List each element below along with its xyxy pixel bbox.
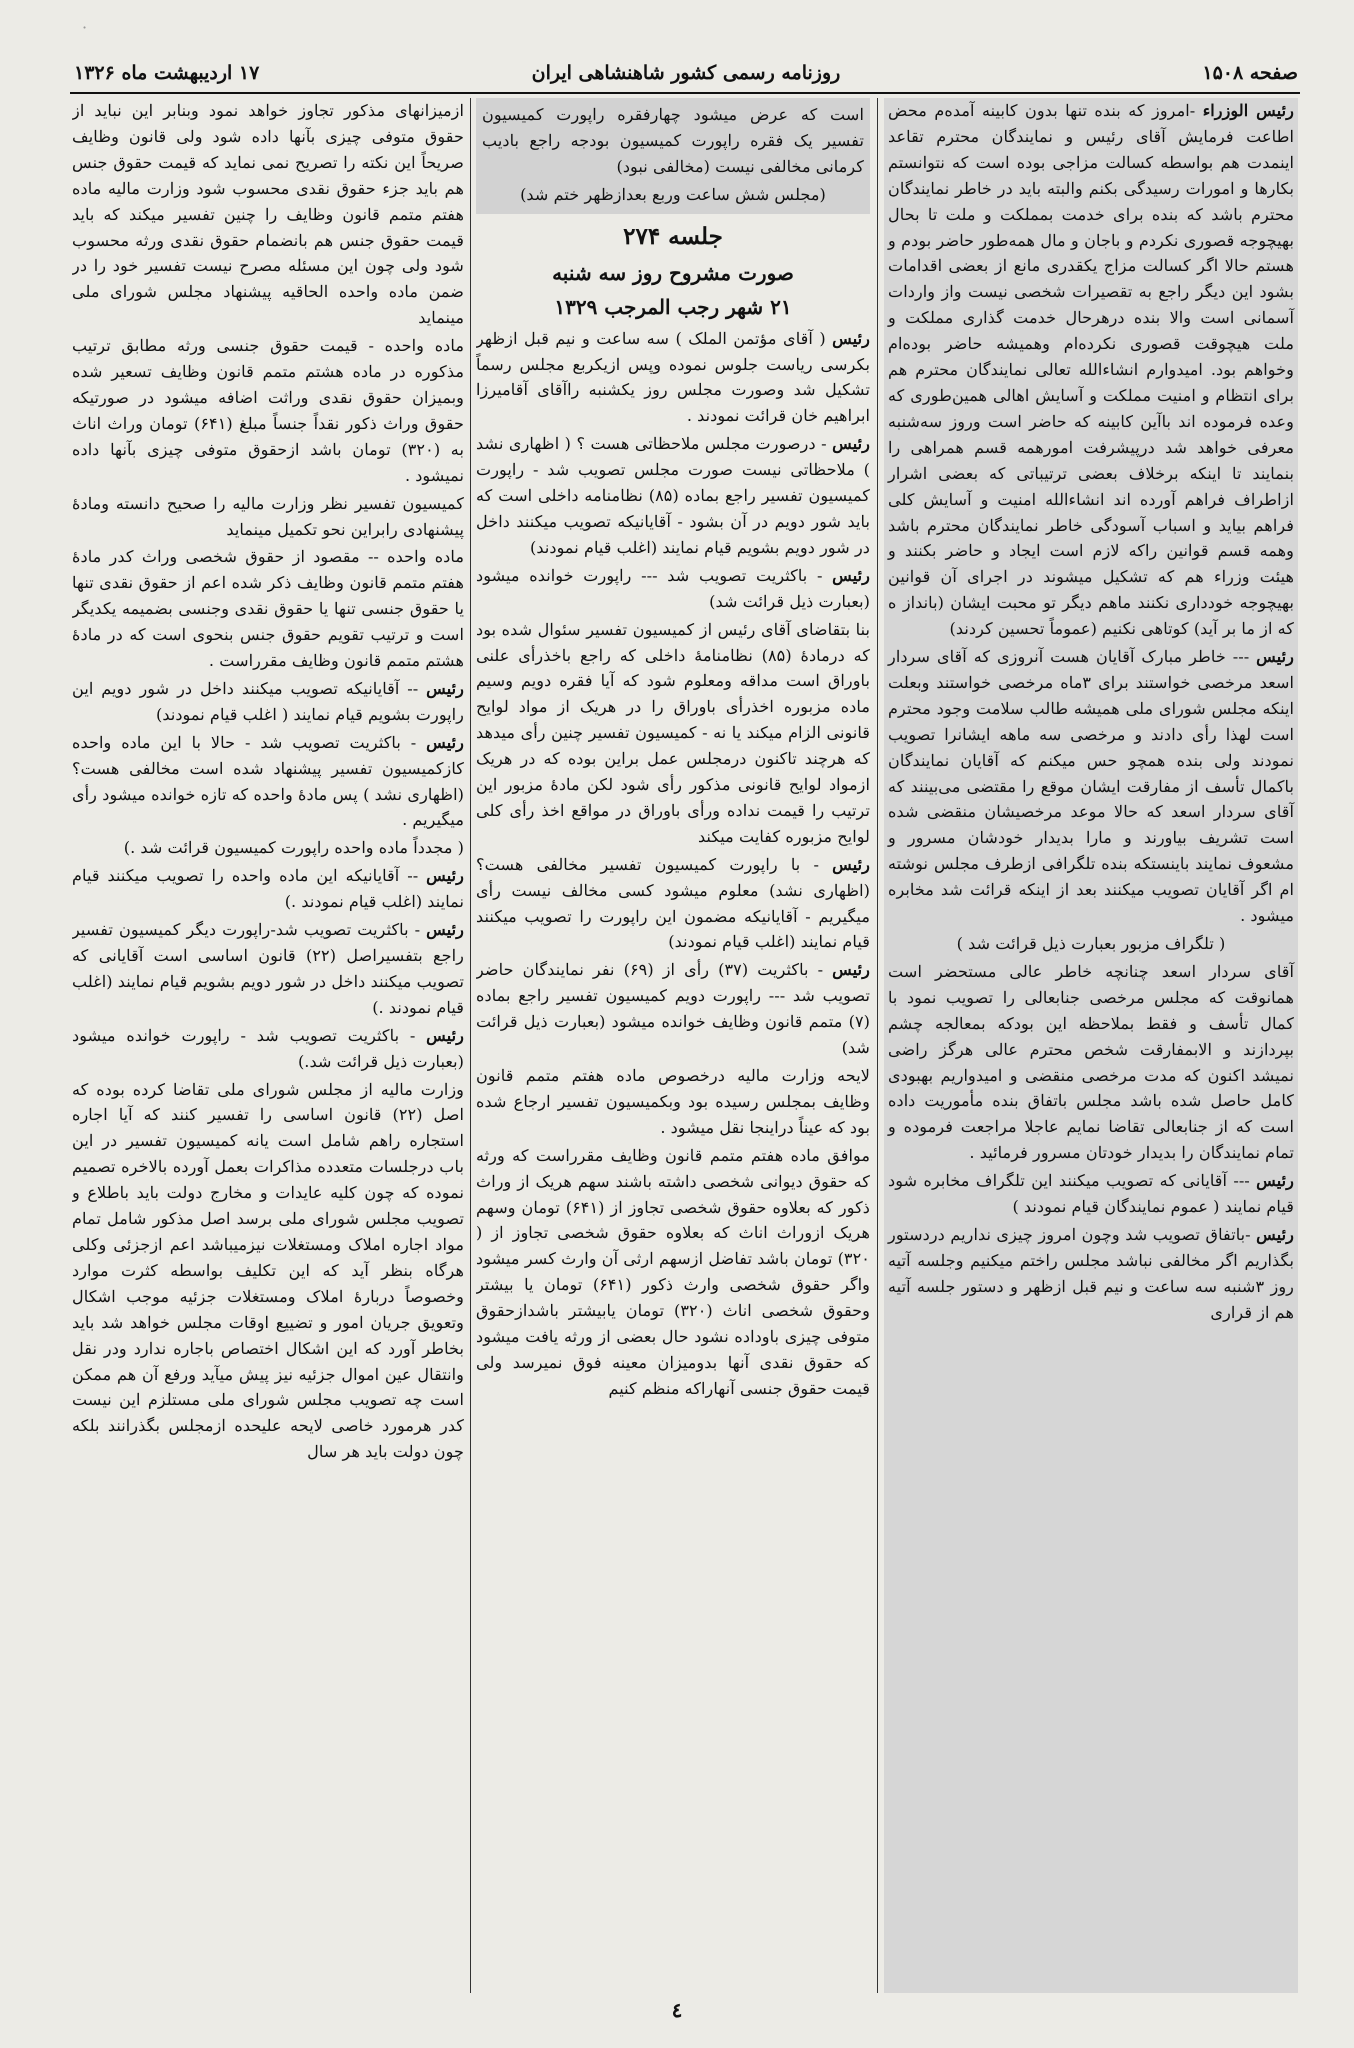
session-close-note: (مجلس شش ساعت وربع بعدازظهر ختم شد)	[520, 184, 826, 204]
paragraph-text: ماده واحده - قیمت حقوق جنسی ورثه مطابق ترتیب مذکوره در ماده هشتم متمم قانون وظایف تسعیر شده وبمیزان حقوق نقدی وراثت اضافه میشود در صورتیکه حقوق وراث ذکور نقداً جنساً مبلغ (۶۴۱) تومان وراث اناث به (۳۲۰) تومان باشد ازحقوق متوفی چیزی بآنها داده نمیشود .	[72, 336, 464, 485]
paragraph-text: ( مجدداً ماده واحده راپورت کمیسیون قرائت شد .)	[123, 838, 464, 858]
paragraph	[888, 959, 1294, 1166]
paragraph-text: -امروز که بنده تنها بدون کابینه آمده‌م محض اطاعت فرمایش آقای رئیس و نمایندگان محترم تقاعد اینمدت هم بواسطه کسالت مزاجی بوده است که نتوانستم بکارها و امورات رسیدگی بکنم والبته باید در خاطر نمایندگان محترم باشد که بنده برای خدمت بمملکت و ملت تا بحال بهیچوجه قصوری نکردم و باجان و مال همه‌طور حاضر بودم و هستم حالا اگر کسالت مزاج یکقدری مانع از بعضی اقدامات بشود این دیگر راجع به تقصیرات شخصی نیست واز واردات آسمانی است والا بنده درهرحال خدمت گذاری مملکت و ملت هیچوقت قصوری نکرده‌ام وهمیشه حاضر بوده‌ام وخواهم بود. امیدوارم انشاءالله تعالی نمایندگان محترم هم برای انتظام و امنیت مملکت و آسایش اهالی همین‌طوری که وعده فرموده اند باآین کابینه که حاضر است وروز سه‌شنبه معرفی خواهد شد درپیشرفت امورهمه قسم همراهی را بنمایند تا اینکه برخلاف بعضی ترتیباتی که بعضی اشرار ازاطراف فراهم آورده اند انشاءالله امنیت و آسایش کلی فراهم بیاید و اسباب آسودگی خاطر نمایندگان محترم باشد وهمه قسم قوانین راکه لازم است ایجاد و حاضر بکنند و هیئت وزراء هم که تشکیل میشوند در اجرای آن قوانین بهیچوجه خودداری نکنند ماهم دیگر تو محبت ایشان (بانداز ه که از ما بر آید) کوتاهی نکنیم (عموماً تحسین کردند)	[888, 101, 1294, 639]
speaker-label: رئیس	[832, 328, 870, 348]
paragraph	[476, 326, 870, 430]
speaker-label: رئیس	[832, 854, 870, 874]
speaker-label: رئیس	[1256, 647, 1294, 667]
column-right	[884, 98, 1298, 1993]
paragraph-text: --- آقایانی که تصویب میکنند این تلگراف مخابره شود قیام نمایند ( عموم نمایندگان قیام نمودند )	[888, 1171, 1294, 1217]
paragraph	[72, 730, 464, 834]
speaker-label: رئیس	[832, 434, 870, 454]
paragraph-text: - باکثریت تصویب شد --- راپورت خوانده میشود (بعبارت ذیل قرائت شد)	[476, 565, 870, 611]
issue-date: ۱۷ اردیبهشت ماه ۱۳۲۶	[74, 62, 260, 84]
paragraph	[72, 1077, 464, 1466]
page-number: ٤	[671, 1998, 683, 2022]
session-close-box	[476, 98, 870, 214]
paragraph	[72, 98, 464, 331]
paragraph-text: --- خاطر مبارک آقایان هست آنروزی که آقای سردار اسعد مرخصی خواستند برای ۳ماه مرخصی خواستند وبعلت اینکه مجلس شورای ملی همیشه طالب سلامت وجود محترم است لهذا رأی دادند و مرخصی سه ماهه ایشانرا تصویب نمودند ولی بنده همچو حس میکنم که آقایان نمایندگان باکمال تأسف از مفارقت ایشان موقع را مقتضی می‌بینند که آقای سردار اسعد که حالا موعد مرخصیشان منقضی شده است تشریف بیاورند و مارا بدیدار خودشان مسرور و مشعوف نمایند باینستکه بنده تلگرافی ازطرف مجلس نوشته ام اگر آقایان تصویب میکنند بعد از اینکه قرائت شد مخابره میشود .	[888, 647, 1294, 926]
paragraph	[476, 617, 870, 850]
paragraph	[888, 1222, 1294, 1326]
speaker-label: رئیس	[426, 920, 464, 940]
paragraph	[888, 1168, 1294, 1220]
paragraph-text: -- آقایانیکه تصویب میکنند داخل در شور دویم این راپورت بشویم قیام نمایند ( اغلب قیام نمودند)	[72, 678, 464, 724]
paragraph-text: - درصورت مجلس ملاحظاتی هست ؟ ( اظهاری نشد ) ملاحظاتی نیست صورت مجلس تصویب شد - راپورت کمیسیون تفسیر راجع بماده (۸۵) نظامنامه داخلی است که باید شور دویم در آن بشود - آقایانیکه تصویب میکنند داخل در شور دویم بشویم قیام نمایند (اغلب قیام نمودند)	[476, 434, 870, 557]
header-rule	[70, 92, 1300, 94]
paragraph-text: وزارت مالیه از مجلس شورای ملی تقاضا کرده بوده که اصل (۲۲) قانون اساسی را تفسیر کنند که آیا اجاره استجاره راهم شامل است یانه کمیسیون تفسیر در این باب درجلسات متعدده مذاکرات بعمل آورده بالاخره تصمیم نموده که چون کلیه عایدات و مخارج دولت باید باطلاع و تصویب مجلس شورای ملی برسد اصل مذکور شامل تمام مواد اجاره املاک ومستغلات نیزمیباشد اعم ازجزئی وکلی هرگاه بنظر آید که این تکلیف بواسطه کثرت موارد وخصوصاً دربارهٔ املاک ومستغلات جزئیه موجب اشکال وتعویق جریان امور و تضییع اوقات مجلس خواهد شد باید بخاطر آورد که این اشکال اختصاص باجاره ندارد ودر نقل وانتقال عین اموال جزئیه نیز پیش میآید ورفع آن هم ممکن است چه تصویب مجلس شورای ملی مستلزم این نیست کدر هرمورد خاصی لایحه علیحده ازمجلس بگذرانند بلکه چون دولت باید هر سال	[72, 1079, 464, 1462]
paragraph	[72, 676, 464, 728]
paragraph-text: - باکثریت تصویب شد-راپورت دیگر کمیسیون تفسیر راجع بتفسیراصل (۲۲) قانون اساسی است آقایانی که تصویب میکنند داخل در شور دویم بشویم قیام نمایند (اغلب قیام نمودند .)	[72, 920, 464, 1017]
paragraph	[476, 957, 870, 1061]
paragraph-text: ( آقای مؤتمن الملک ) سه ساعت و نیم قبل ازظهر بکرسی ریاست جلوس نموده وپس ازیکربع مجلس رسماً تشکیل شد وصورت مجلس روز یکشنبه راآقای آقامیرزا ابراهیم خان قرائت نمودند .	[476, 328, 870, 426]
paragraph	[72, 1023, 464, 1075]
paragraph	[476, 431, 870, 561]
paragraph-text: موافق ماده هفتم متمم قانون وظایف مقرراست که ورثه که حقوق دیوانی شخصی داشته باشند سهم هریک از وراث ذکور که بعلاوه حقوق شخصی تجاوز از (۶۴۱) تومان وسهم هریک ازوراث اناث که بعلاوه حقوق شخصی تجاوز از ( ۳۲۰) تومان باشد تفاضل ازسهم ارثی آن وارث کسر میشود واگر حقوق شخصی وارث ذکور (۶۴۱) تومان یا بیشتر وحقوق شخصی اناث (۳۲۰) تومان یابیشتر باشدازحقوق متوفی چیزی باوداده نشود حال بعضی از ورثه یافت میشود که حقوق نقدی آنها بدومیزان معینه فوق نمیرسد ولی قیمت حقوق جنسی آنهاراکه منظم کنیم	[476, 1145, 870, 1398]
paragraph-text: -- آقایانیکه این ماده واحده را تصویب میکنند قیام نمایند (اغلب قیام نمودند .)	[72, 866, 464, 912]
session-subtitle: صورت مشروح روز سه شنبه	[552, 260, 794, 285]
paragraph-text: - باکثریت تصویب شد - راپورت خوانده میشود (بعبارت ذیل قرائت شد.)	[72, 1025, 464, 1071]
paragraph	[476, 563, 870, 615]
paragraph	[888, 931, 1294, 957]
page-label: صفحه ۱۵۰۸	[1202, 62, 1298, 84]
column-left	[72, 98, 464, 1993]
paragraph-text: -باتفاق تصویب شد وچون امروز چیزی نداریم دردستور بگذاریم اگر مخالفی نباشد مجلس راختم میکنیم وجلسه آتیه روز ۳شنبه سه ساعت و نیم قبل ازظهر و دستور جلسه آتیه هم از قراری	[888, 1224, 1294, 1322]
paragraph-text: - باکثریت تصویب شد - حالا با این ماده واحده کازکمیسیون تفسیر پیشنهاد شده است مخالفی هست؟ (اظهاری نشد ) پس مادهٔ واحده که تازه خوانده میشود رأی میگیریم .	[72, 732, 464, 830]
paragraph-text: - باکثریت (۳۷) رأی از (۶۹) نفر نمایندگان حاضر تصویب شد --- راپورت دویم کمیسیون تفسیر راجع بماده (۷) متمم قانون وظایف خوانده میشود (بعبارت ذیل قرائت شد)	[476, 960, 870, 1058]
paragraph-text: کمیسیون تفسیر نظر وزارت مالیه را صحیح دانسته ومادهٔ پیشنهادی رابراین نحو تکمیل مینماید	[72, 493, 464, 539]
speaker-label: رئیس	[426, 732, 464, 752]
speaker-label: رئیس	[832, 960, 870, 980]
corner-mark: ·	[82, 18, 88, 37]
paragraph-text: - با راپورت کمیسیون تفسیر مخالفی هست؟ (اظهاری نشد) معلوم میشود کسی مخالف نیست رأی میگیریم - آقایانیکه مضمون این راپورت را تصویب میکنند قیام نمایند (اغلب قیام نمودند)	[476, 854, 870, 952]
paragraph	[72, 491, 464, 543]
speaker-label: رئیس	[1256, 1224, 1294, 1244]
paragraph	[72, 333, 464, 488]
middle-paragraphs	[476, 326, 870, 1402]
column-divider	[877, 98, 878, 1993]
paragraph-text: ( تلگراف مزبور بعبارت ذیل قرائت شد )	[956, 934, 1226, 953]
session-title: جلسه ۲۷۴	[623, 222, 723, 250]
speaker-label: رئیس	[832, 565, 870, 585]
session-date: ۲۱ شهر رجب المرجب ۱۳۲۹	[554, 294, 792, 319]
paragraph	[72, 863, 464, 915]
paragraph-text: ازمیزانهای مذکور تجاوز خواهد نمود وبنابر این نباید از حقوق متوفی چیزی بآنها داده شود ولی قانون وظایف صریحاً این نکته را تصریح نمی نماید که قیمت حقوق جنس هم باید جزء حقوق نقدی محسوب شود وزارت مالیه ماده هفتم متمم قانون وظایف را چنین تفسیر میکند که باید قیمت حقوق جنس هم بانضمام حقوق نقدی ورثه محسوب شود ولی چون این مسئله مصرح نیست تفسیر خود را در ضمن ماده واحده الحاقیه پیشنهاد مجلس شورای ملی مینماید	[72, 101, 464, 328]
paragraph	[888, 98, 1294, 642]
paragraph	[476, 852, 870, 956]
speaker-label: رئیس	[1256, 1171, 1294, 1191]
column-middle	[476, 98, 870, 1993]
paragraph	[72, 835, 464, 861]
paragraph-text: آقای سردار اسعد چنانچه خاطر عالی مستحضر است همانوقت که مجلس مرخصی جنابعالی را تصویب نمود با کمال تأسف و فقط بملاحظه این بودکه بمعالجه چشم بپردازند و الابمفارقت شخص محترم عالی هرگز راضی نمیشد اکنون که مدت مرخصی منقضی و امیدواریم بهبودی کامل حاصل شده باشد مجلس باتفاق بنده مأموریت داده است که از جنابعالی تقاضا نمایم عاجلا مراجعت فرموده و تمام نمایندگان را بدیدار خودتان مسرور فرمائید .	[888, 961, 1294, 1163]
speaker-label: رئیس	[426, 866, 464, 886]
paragraph-text: لایحه وزارت مالیه درخصوص ماده هفتم متمم قانون وظایف بمجلس رسیده بود وبکمیسیون تفسیر ارجاع شده بود که عیناً دراینجا نقل میشود .	[476, 1066, 870, 1137]
speaker-label: رئیس	[426, 1025, 464, 1045]
speaker-label: رئیس الوزراء	[1202, 101, 1294, 120]
paragraph	[72, 917, 464, 1021]
page-header	[74, 58, 1298, 92]
paragraph	[476, 1143, 870, 1402]
paragraph	[476, 1063, 870, 1141]
paragraph-text: بنا بتقاضای آقای رئیس از کمیسیون تفسیر سئوال شده بود که درمادهٔ (۸۵) نظامنامهٔ داخلی که راجع باخذرأی علنی باوراق است مداقه ومعلوم شود که آیا فقره دویم وسیم ماده مزبوره اخذرأی باوراق را در هریک از مواد لوایح قانونی الزام میکند یا نه - کمیسیون تفسیر چنین رأی میدهد که هرچند تاکنون درمجلس عمل براین بوده که در هریک ازمواد لوایح قانونی مذکور رأی شود لکن مادهٔ مزبور این ترتیب را قیمت نداده ورأی باوراق در مواقع اخذ رأی کلی لوایح مزبوره کفایت میکند	[476, 619, 870, 846]
column-divider	[470, 98, 471, 1993]
paragraph	[72, 544, 464, 674]
paragraph-text: ماده واحده -- مقصود از حقوق شخصی وراث کدر مادهٔ هفتم متمم قانون وظایف ذکر شده اعم از حقوق نقدی تنها یا حقوق جنسی تنها یا حقوق نقدی وجنسی بضمیمه یکدیگر است و ترتیب تقویم حقوق جنس بنحوی است که در مادهٔ هشتم متمم قانون وظایف مقرراست .	[72, 547, 464, 671]
speaker-label: رئیس	[426, 678, 464, 698]
paragraph	[888, 644, 1294, 929]
newspaper-title: روزنامه رسمی کشور شاهنشاهی ایران	[531, 62, 841, 84]
paragraph: است که عرض میشود چهارفقره راپورت کمیسیون تفسیر یک فقره راپورت کمیسیون بودجه راجع بادیب کرمانی مخالفی نیست (مخالفی نبود)	[482, 105, 864, 176]
